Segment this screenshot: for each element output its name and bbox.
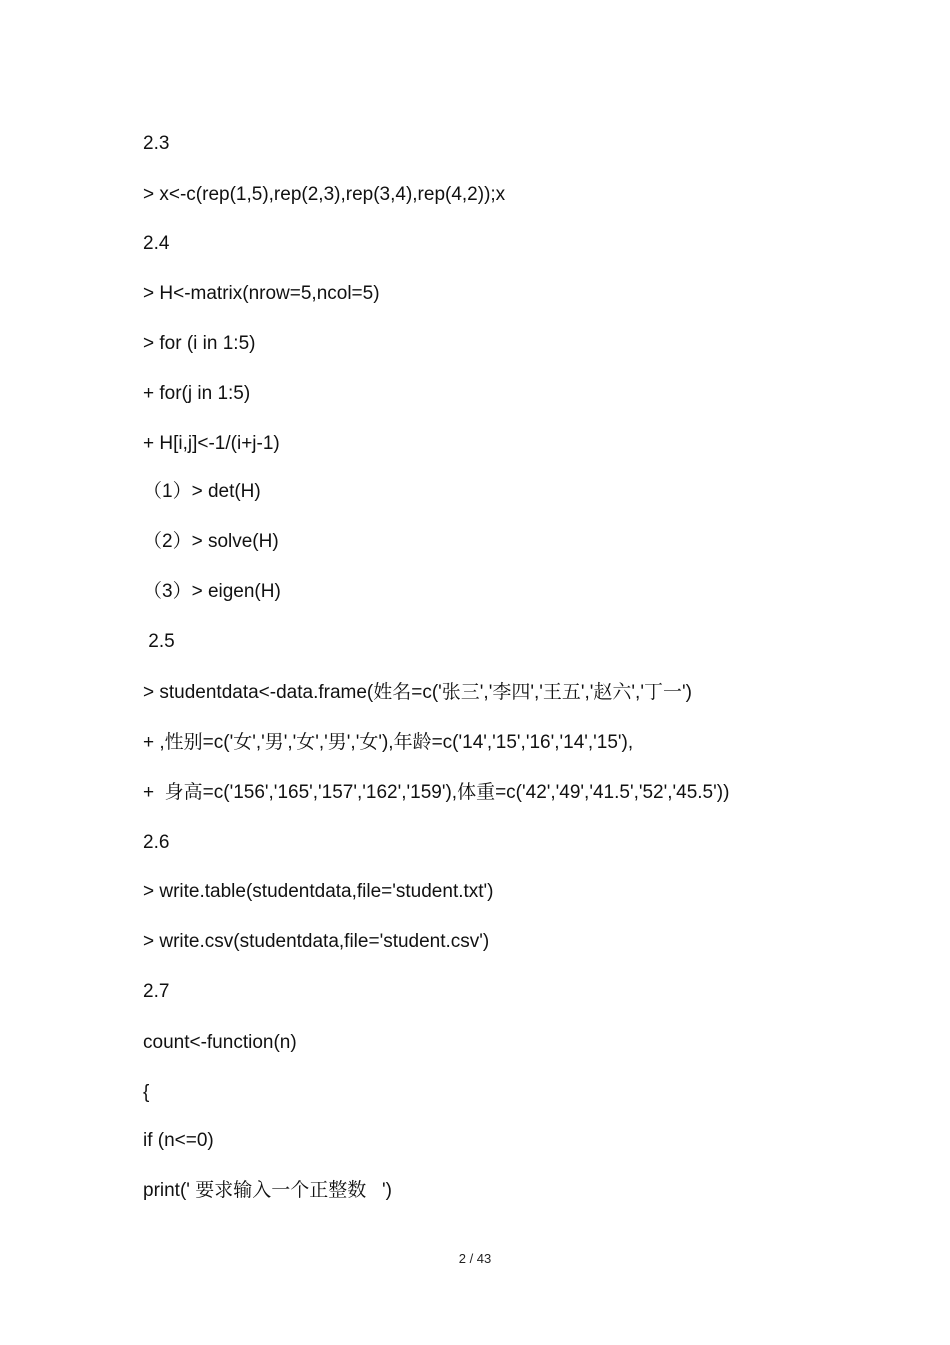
code-line: > write.table(studentdata,file='student.txt') xyxy=(143,881,494,902)
code-line: { xyxy=(143,1082,150,1103)
code-line: （3）> eigen(H) xyxy=(143,581,281,602)
code-line: + ,性别=c('女','男','女','男','女'),年龄=c('14','15','16','14','15'), xyxy=(143,732,634,753)
code-line: > write.csv(studentdata,file='student.csv') xyxy=(143,931,490,952)
section-heading-2-6: 2.6 xyxy=(143,832,170,853)
section-heading-2-5: 2.5 xyxy=(143,631,175,652)
section-heading-2-3: 2.3 xyxy=(143,133,170,154)
page-indicator: 2 / 43 xyxy=(458,1251,492,1266)
code-line: > for (i in 1:5) xyxy=(143,333,256,354)
code-line: + H[i,j]<-1/(i+j-1) xyxy=(143,433,280,454)
section-heading-2-4: 2.4 xyxy=(143,233,170,254)
code-line: print(' 要求输入一个正整数 ') xyxy=(143,1180,392,1201)
code-line: + 身高=c('156','165','157','162','159'),体重=c('42','49','41.5','52','45.5')) xyxy=(143,782,730,803)
section-heading-2-7: 2.7 xyxy=(143,981,170,1002)
code-line: > H<-matrix(nrow=5,ncol=5) xyxy=(143,283,380,304)
code-line: > x<-c(rep(1,5),rep(2,3),rep(3,4),rep(4,2));x xyxy=(143,184,506,205)
code-line: > studentdata<-data.frame(姓名=c('张三','李四','王五','赵六','丁一') xyxy=(143,682,692,703)
code-line: + for(j in 1:5) xyxy=(143,383,251,404)
code-line: count<-function(n) xyxy=(143,1032,297,1053)
code-line: if (n<=0) xyxy=(143,1130,214,1151)
code-line: （1）> det(H) xyxy=(143,481,261,502)
code-line: （2）> solve(H) xyxy=(143,531,279,552)
